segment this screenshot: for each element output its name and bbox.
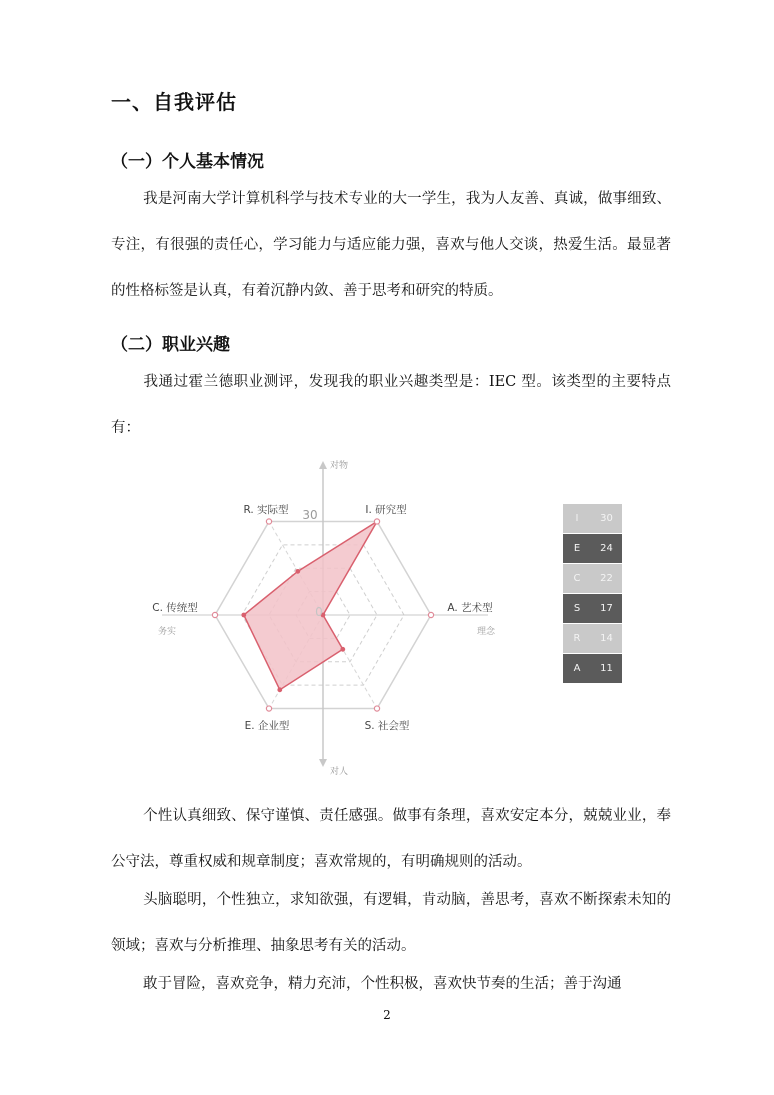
chart-legend	[563, 504, 622, 684]
radar-category-label-3: S. 社会型	[364, 720, 410, 732]
subsection-title-basic-info: （一）个人基本情况	[111, 152, 264, 172]
radar-vertex-dot-6	[266, 519, 271, 524]
radar-category-label-6: R. 实际型	[243, 504, 289, 516]
axis-arrow-up	[319, 461, 327, 469]
legend-key: I	[575, 513, 579, 524]
legend-value: 14	[600, 633, 613, 644]
legend-row	[563, 624, 622, 653]
paragraph-basic-info: 我是河南大学计算机科学与技术专业的大一学生，我为人友善、真诚，做事细致、专注，有很强的责任心，学习能力与适应能力强，喜欢与他人交谈，热爱生活。最显著的性格标签是认真，有着沉静内敛、善于思考和研究的特质。	[111, 191, 671, 299]
legend-key: A	[573, 663, 581, 674]
legend-row	[563, 534, 622, 563]
paragraph-trait-investigative: 头脑聪明，个性独立，求知欲强，有逻辑，肯动脑，善思考，喜欢不断探索未知的领域；喜欢与分析推理、抽象思考有关的活动。	[111, 892, 671, 954]
axis-label-bottom: 对人	[330, 767, 349, 777]
scale-label-max: 30	[302, 508, 318, 522]
legend-row	[563, 504, 622, 533]
axis-label-top: 对物	[330, 461, 349, 471]
radar-chart-svg	[140, 452, 500, 782]
page-number: 2	[383, 1008, 391, 1022]
radar-vertex-dot-1	[374, 519, 379, 524]
axis-arrow-down	[319, 759, 327, 767]
paragraph-trait-enterprising: 敢于冒险，喜欢竞争，精力充沛，个性积极，喜欢快节奏的生活；善于沟通	[143, 976, 622, 992]
legend-row	[563, 654, 622, 683]
legend-key: C	[573, 573, 581, 584]
legend-value: 17	[600, 603, 613, 614]
legend-value: 30	[600, 513, 613, 524]
legend-row	[563, 564, 622, 593]
axis-label-right: 理念	[477, 627, 496, 637]
subsection-title-career-interest: （二）职业兴趣	[111, 335, 230, 355]
radar-vertex-dot-2	[428, 612, 433, 617]
paragraph-career-interest: 我通过霍兰德职业测评，发现我的职业兴趣类型是：IEC 型。该类型的主要特点有：	[111, 374, 671, 436]
section-heading: 一、自我评估	[111, 90, 237, 114]
radar-vertex-dot-5	[212, 612, 217, 617]
radar-data-point-6	[295, 569, 300, 574]
radar-data-point-4	[277, 687, 282, 692]
radar-data-area	[244, 521, 377, 689]
legend-value: 11	[600, 663, 613, 674]
radar-vertex-dot-4	[266, 706, 271, 711]
axis-label-left: 务实	[158, 627, 177, 637]
legend-value: 24	[600, 543, 613, 554]
radar-category-label-2: A. 艺术型	[447, 602, 493, 614]
radar-category-label-4: E. 企业型	[244, 720, 290, 732]
radar-data-point-3	[340, 647, 345, 652]
radar-vertex-dot-3	[374, 706, 379, 711]
legend-key: S	[573, 603, 581, 614]
radar-category-label-5: C. 传统型	[152, 602, 198, 614]
legend-value: 22	[600, 573, 613, 584]
legend-key: R	[573, 633, 581, 644]
legend-key: E	[573, 543, 581, 554]
radar-category-label-1: I. 研究型	[365, 504, 407, 516]
paragraph-trait-conventional: 个性认真细致、保守谨慎、责任感强。做事有条理，喜欢安定本分，兢兢业业，奉公守法，尊重权威和规章制度；喜欢常规的，有明确规则的活动。	[111, 808, 671, 870]
radar-data-point-5	[241, 613, 246, 618]
radar-chart	[140, 452, 500, 782]
scale-label-min: 0	[315, 605, 323, 619]
legend-row	[563, 594, 622, 623]
